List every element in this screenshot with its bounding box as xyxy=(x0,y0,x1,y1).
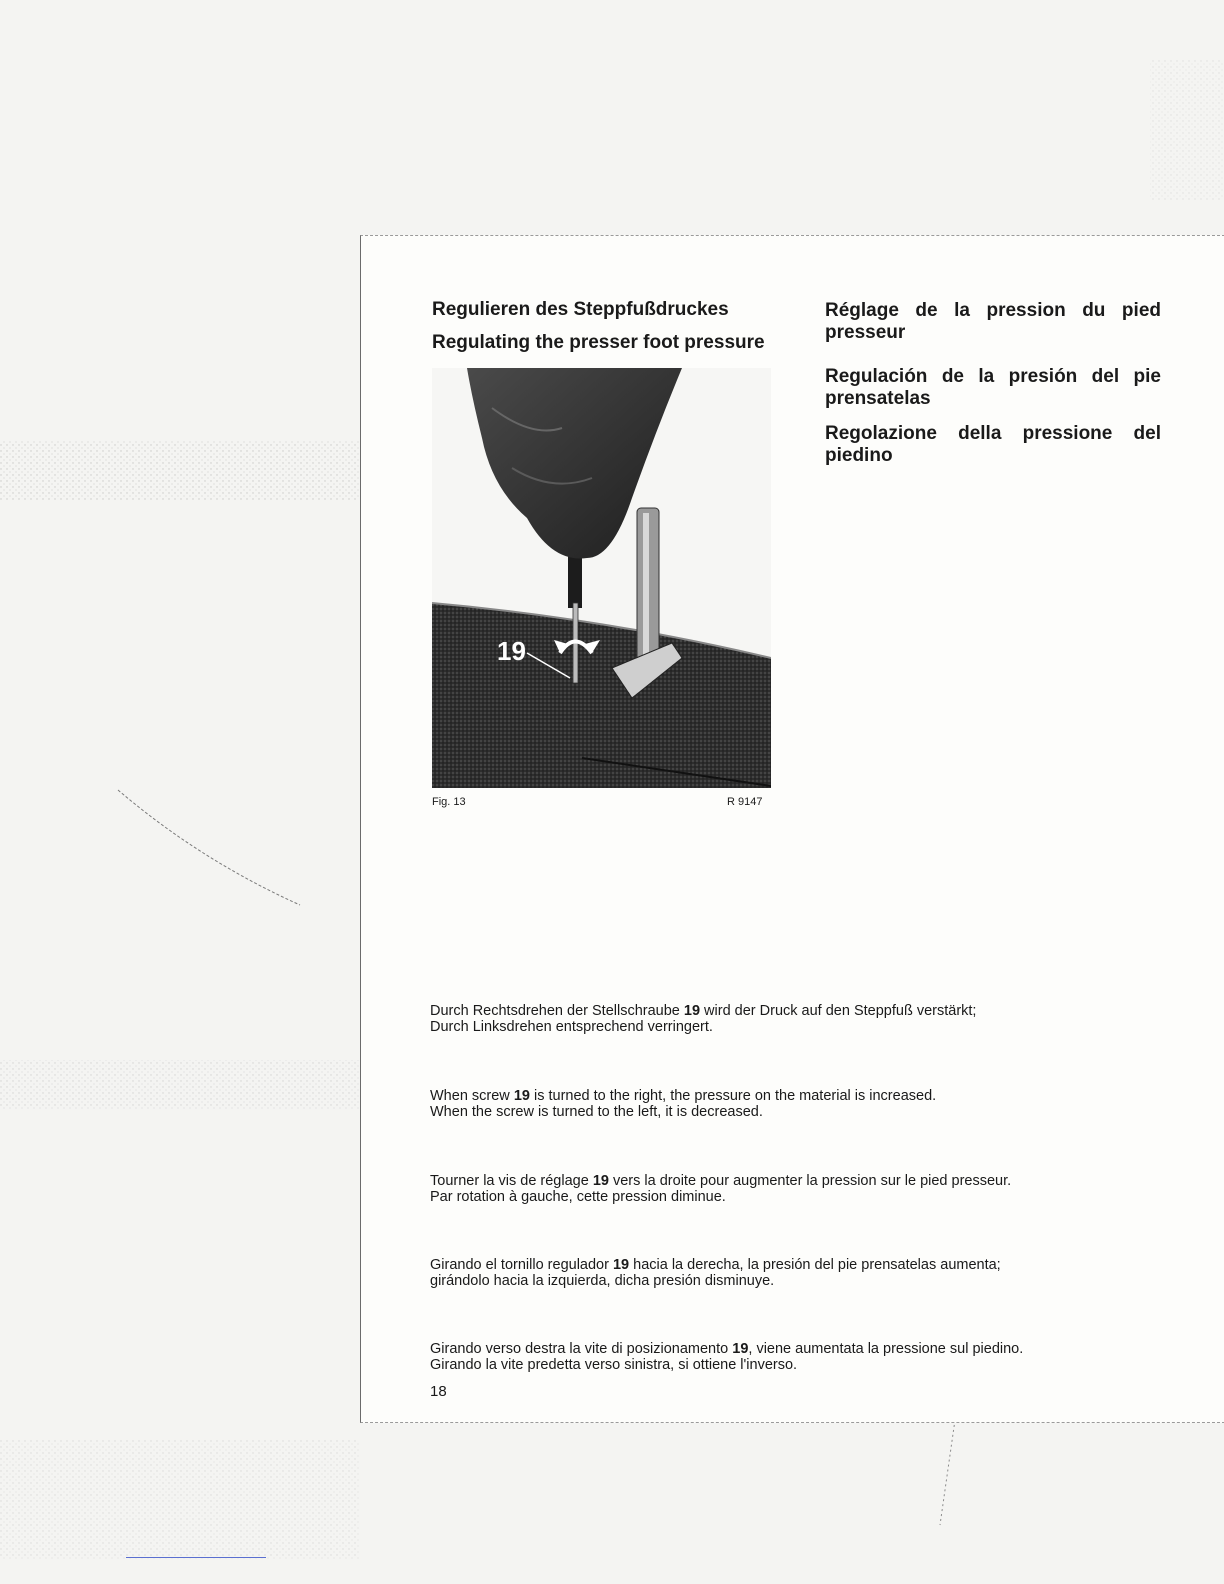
paragraph-italian: Girando verso destra la vite di posizionamento 19, viene aumentata la pressione sul piedino. Girando la vite predetta verso sinistra, si ottiene l'inverso. xyxy=(430,1341,1024,1373)
heading-spanish: Regulación de la presión del pie prensatelas xyxy=(825,366,1161,409)
figure-label: Fig. 13 xyxy=(432,796,466,808)
paragraph-spanish: Girando el tornillo regulador 19 hacia la derecha, la presión del pie prensatelas aumenta; girándolo hacia la izquierda, dicha presión disminuye. xyxy=(430,1257,1001,1289)
figure-reference: R 9147 xyxy=(727,796,763,808)
page-number: 18 xyxy=(430,1383,447,1400)
heading-english: Regulating the presser foot pressure xyxy=(432,332,765,353)
paragraph-english: When screw 19 is turned to the right, the pressure on the material is increased. When the screw is turned to the left, it is decreased. xyxy=(430,1088,937,1120)
heading-italian: Regolazione della pressione del piedino xyxy=(825,423,1161,466)
heading-german: Regulieren des Steppfußdruckes xyxy=(432,299,729,320)
paragraph-german: Durch Rechtsdrehen der Stellschraube 19 wird der Druck auf den Steppfuß verstärkt; Durch Linksdrehen entsprechend verringert. xyxy=(430,1003,977,1035)
figure-photo xyxy=(432,368,771,788)
scan-artifact-line xyxy=(126,1557,266,1558)
heading-french: Réglage de la pression du pied presseur xyxy=(825,300,1161,343)
paragraph-french: Tourner la vis de réglage 19 vers la droite pour augmenter la pression sur le pied presseur. Par rotation à gauche, cette pression diminue. xyxy=(430,1173,1012,1205)
callout-19: 19 xyxy=(497,636,526,666)
